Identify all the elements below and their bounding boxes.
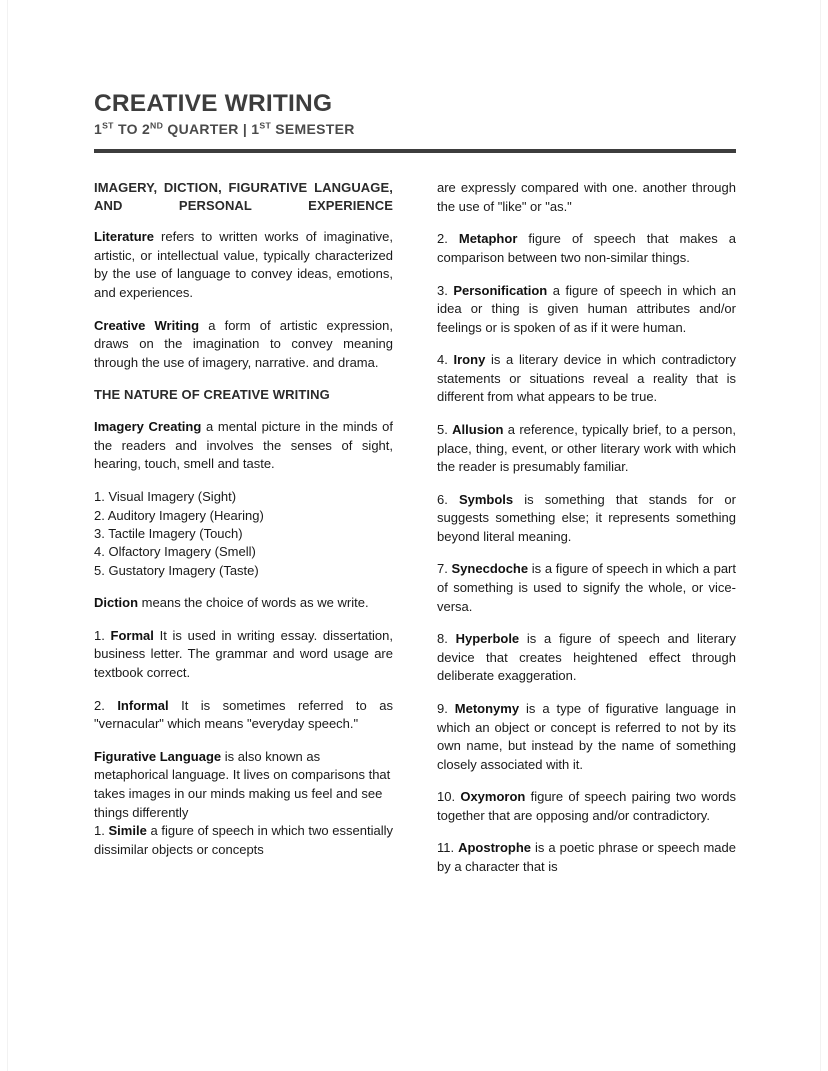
imagery-types-list: [94, 488, 393, 580]
paragraph-simile-continuation: are expressly compared with one. another through the use of "like" or "as.": [437, 180, 736, 214]
term-synecdoche: Synecdoche: [451, 561, 529, 577]
list-item: 5. Gustatory Imagery (Taste): [94, 562, 259, 578]
definition-personification: a figure of speech in which an idea or thing is given human attributes and/or feelings or is spoken of as if it were human.: [437, 282, 736, 335]
definition-informal: It is sometimes referred to as "vernacular" which means "everyday speech.": [94, 697, 393, 732]
definition-allusion: a reference, typically brief, to a person, place, thing, event, or other literary work with which the reader is presumably familiar.: [437, 422, 736, 475]
definition-metaphor: figure of speech that makes a comparison between two non-similar things.: [437, 231, 736, 265]
list-item: 2. Auditory Imagery (Hearing): [94, 507, 264, 523]
subsection-heading-nature: THE NATURE OF CREATIVE WRITING: [94, 387, 330, 403]
term-literature: Literature: [94, 229, 154, 245]
term-metonymy: Metonymy: [454, 700, 520, 716]
paragraph-imagery: [94, 418, 393, 474]
term-allusion: Allusion: [452, 422, 504, 438]
item-number: 9.: [437, 700, 455, 716]
definition-creative-writing: a form of artistic expression, draws on the imagination to convey meaning through the use of imagery, narrative. and drama.: [94, 317, 393, 370]
item-number: 8.: [437, 631, 456, 647]
item-number: 2.: [94, 697, 118, 713]
paragraph-oxymoron: [437, 788, 736, 825]
item-number: 4.: [437, 352, 454, 368]
term-apostrophe: Apostrophe: [458, 840, 532, 856]
item-number: 5.: [437, 422, 453, 438]
definition-diction: means the choice of words as we write.: [138, 595, 369, 611]
subtitle-ordinal-2: ND: [150, 120, 164, 131]
paragraph-literature: [94, 228, 393, 302]
page-title: CREATIVE WRITING: [94, 90, 333, 117]
header-divider-rule: [94, 149, 736, 153]
paragraph-diction: [94, 594, 393, 613]
item-number: 3.: [437, 282, 454, 298]
document-header: [94, 90, 736, 153]
paragraph-metonymy: [437, 700, 736, 774]
term-simile: Simile: [108, 823, 147, 839]
paragraph-figurative-language: [94, 748, 393, 822]
definition-literature: refers to written works of imaginative, artistic, or intellectual value, typically characterized by the use of language to convey ideas, emotions, and experiences.: [94, 229, 393, 301]
paragraph-simile: [94, 822, 393, 859]
definition-oxymoron: figure of speech pairing two words together that are opposing and/or contradictory.: [437, 789, 737, 823]
term-oxymoron: Oxymoron: [460, 789, 526, 805]
term-diction: Diction: [94, 595, 139, 611]
two-column-body: [94, 179, 736, 890]
term-irony: Irony: [453, 352, 486, 368]
subtitle-ordinal-1: ST: [102, 120, 114, 131]
item-number: 1.: [94, 627, 111, 643]
section-heading-topics: IMAGERY, DICTION, FIGURATIVE LANGUAGE, AND PERSONAL EXPERIENCE: [94, 180, 393, 213]
item-number: 6.: [437, 491, 459, 507]
paragraph-diction-informal: [94, 697, 393, 734]
left-column: [94, 179, 393, 890]
subtitle-ordinal-3: ST: [259, 120, 272, 131]
definition-symbols: is something that stands for or suggests something else; it represents something beyond literal meaning.: [437, 491, 736, 544]
term-informal: Informal: [117, 697, 169, 713]
document-subtitle: [94, 121, 736, 138]
paragraph-allusion: [437, 421, 736, 477]
definition-hyperbole: is a figure of speech and literary device that creates heightened effect through deliberate exaggeration.: [437, 631, 736, 684]
definition-apostrophe: is a poetic phrase or speech made by a character that is: [437, 840, 736, 874]
definition-simile: a figure of speech in which two essentially dissimilar objects or concepts: [94, 823, 393, 857]
term-imagery: Imagery Creating: [94, 419, 202, 435]
item-number: 11.: [437, 840, 459, 856]
term-metaphor: Metaphor: [458, 231, 518, 247]
subtitle-part-3: QUARTER | 1: [163, 121, 260, 138]
paragraph-personification: [437, 282, 736, 338]
subtitle-part-4: SEMESTER: [271, 121, 355, 138]
list-item: 1. Visual Imagery (Sight): [94, 489, 237, 505]
definition-figurative-language: is also known as metaphorical language. It lives on comparisons that takes images in our minds making us feel and see things differently: [94, 748, 391, 820]
definition-synecdoche: is a figure of speech in which a part of something is used to signify the whole, or vice-versa.: [437, 561, 736, 614]
definition-irony: is a literary device in which contradictory statements or situations reveal a reality that is different from what appears to be true.: [437, 352, 736, 405]
paragraph-irony: [437, 351, 736, 407]
paragraph-metaphor: [437, 230, 736, 267]
term-figurative-language: Figurative Language: [94, 748, 222, 764]
subtitle-part-2: TO 2: [113, 121, 151, 138]
term-personification: Personification: [453, 282, 548, 298]
paragraph-synecdoche: [437, 560, 736, 616]
paragraph-apostrophe: [437, 839, 736, 876]
term-formal: Formal: [110, 627, 154, 643]
item-number: 1.: [94, 823, 109, 839]
definition-formal: It is used in writing essay. dissertation, business letter. The grammar and word usage are textbook correct.: [94, 627, 393, 681]
paragraph-symbols: [437, 491, 736, 547]
document-content: [94, 90, 736, 891]
item-number: 7.: [437, 561, 452, 577]
definition-metonymy: is a type of figurative language in which an object or concept is referred to not by its own name, but instead by the name of something closely associated with it.: [437, 700, 736, 772]
list-item: 4. Olfactory Imagery (Smell): [94, 544, 256, 560]
term-hyperbole: Hyperbole: [455, 631, 520, 647]
paragraph-diction-formal: [94, 627, 393, 683]
item-number: 2.: [437, 231, 459, 247]
list-item: 3. Tactile Imagery (Touch): [94, 525, 243, 541]
term-creative-writing: Creative Writing: [94, 317, 200, 333]
paragraph-creative-writing: [94, 317, 393, 373]
paper-sheet: [8, 0, 820, 1071]
item-number: 10.: [437, 789, 461, 805]
subtitle-part-1: 1: [94, 121, 103, 138]
right-column: [437, 179, 736, 890]
paragraph-hyperbole: [437, 630, 736, 686]
definition-imagery: a mental picture in the minds of the readers and involves the senses of sight, hearing, touch, smell and taste.: [94, 419, 394, 472]
term-symbols: Symbols: [458, 491, 514, 507]
